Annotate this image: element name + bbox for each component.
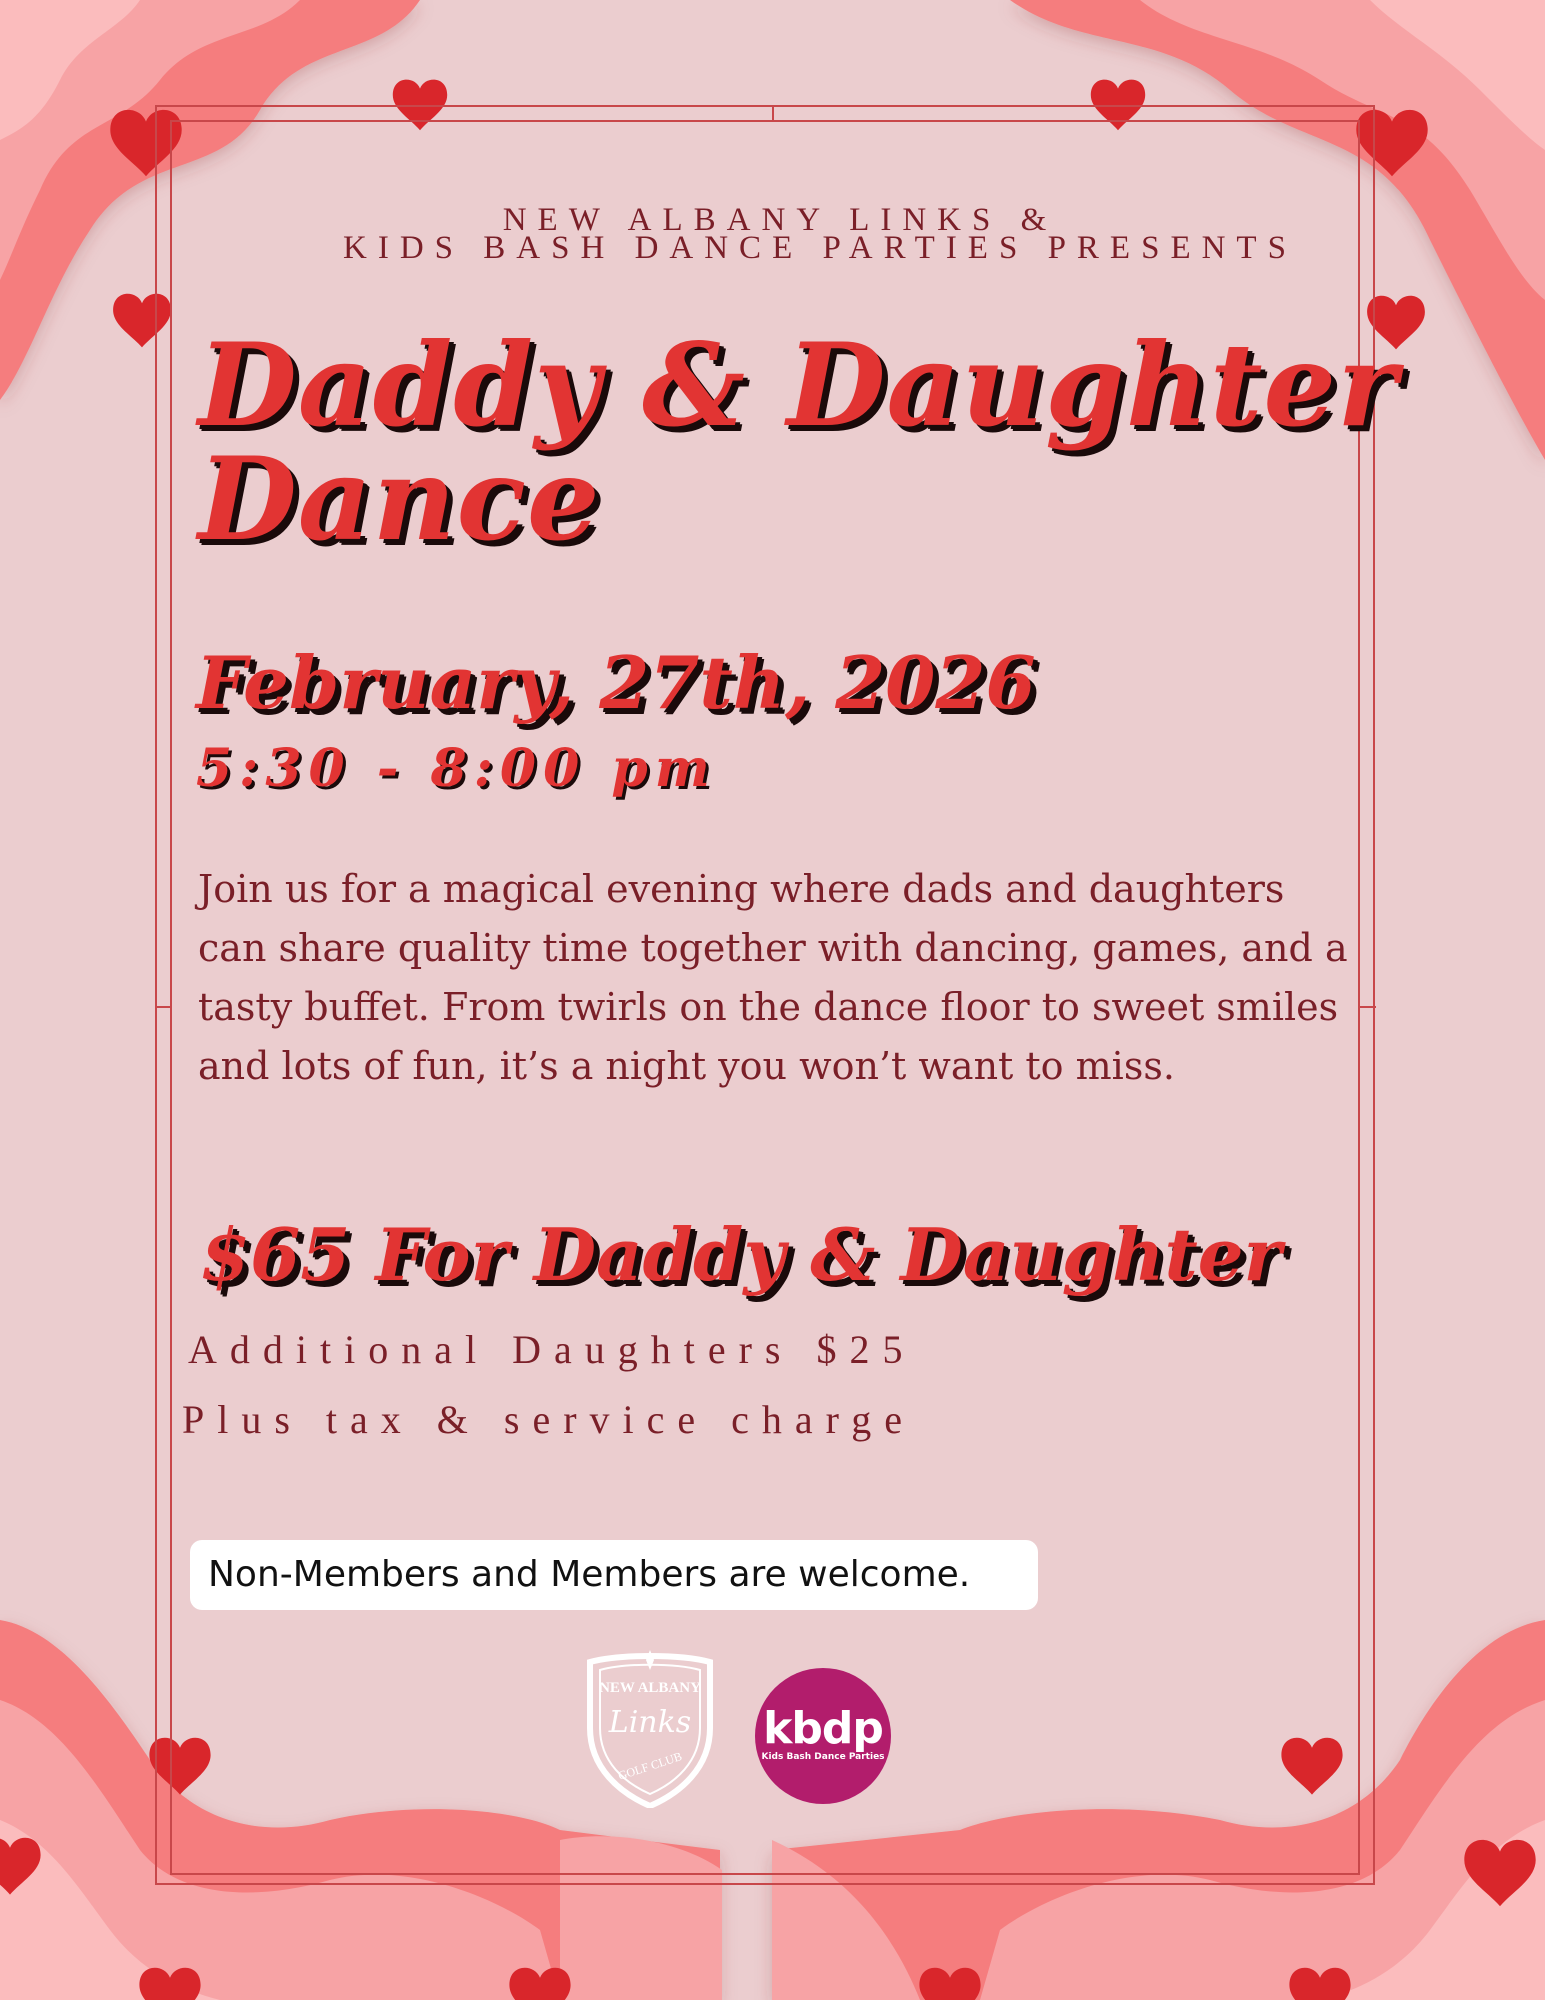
presenter-line-1: NEW ALBANY LINKS & (502, 202, 1058, 238)
additional-price: Additional Daughters $25 (188, 1327, 916, 1372)
logo-text-bottom: GOLF CLUB (616, 1749, 684, 1783)
price-note: Plus tax & service charge (182, 1397, 916, 1442)
presenter-line-2: KIDS BASH DANCE PARTIES PRESENTS (343, 230, 1297, 266)
event-title-line-1: Daddy & Daughter (198, 318, 1399, 452)
kbdp-logo-text: kbdp (763, 1703, 883, 1754)
welcome-note: Non-Members and Members are welcome. (190, 1540, 1038, 1610)
kbdp-logo (755, 1668, 891, 1804)
logo-text-top: NEW ALBANY (599, 1680, 701, 1696)
main-price: $65 For Daddy & Daughter (200, 1212, 1282, 1297)
frame-tick-right (1360, 1006, 1376, 1008)
new-albany-links-logo (580, 1648, 720, 1808)
event-date: February, 27th, 2026 (196, 640, 1036, 725)
frame-tick-top (772, 105, 774, 121)
kbdp-logo-subtext: Kids Bash Dance Parties (761, 1752, 885, 1762)
star-icon (646, 1650, 654, 1670)
frame-tick-left (155, 1006, 171, 1008)
event-title-line-2: Dance (198, 432, 601, 566)
event-time: 5:30 - 8:00 pm (196, 738, 717, 799)
logo-text-mid: Links (608, 1705, 692, 1740)
event-description: Join us for a magical evening where dads and daughters can share quality time together with dancing, games, and a tasty buffet. From twirls on the dance floor to sweet smiles and lots of fun, it’s a night you won’t want to miss. (198, 867, 1348, 1088)
